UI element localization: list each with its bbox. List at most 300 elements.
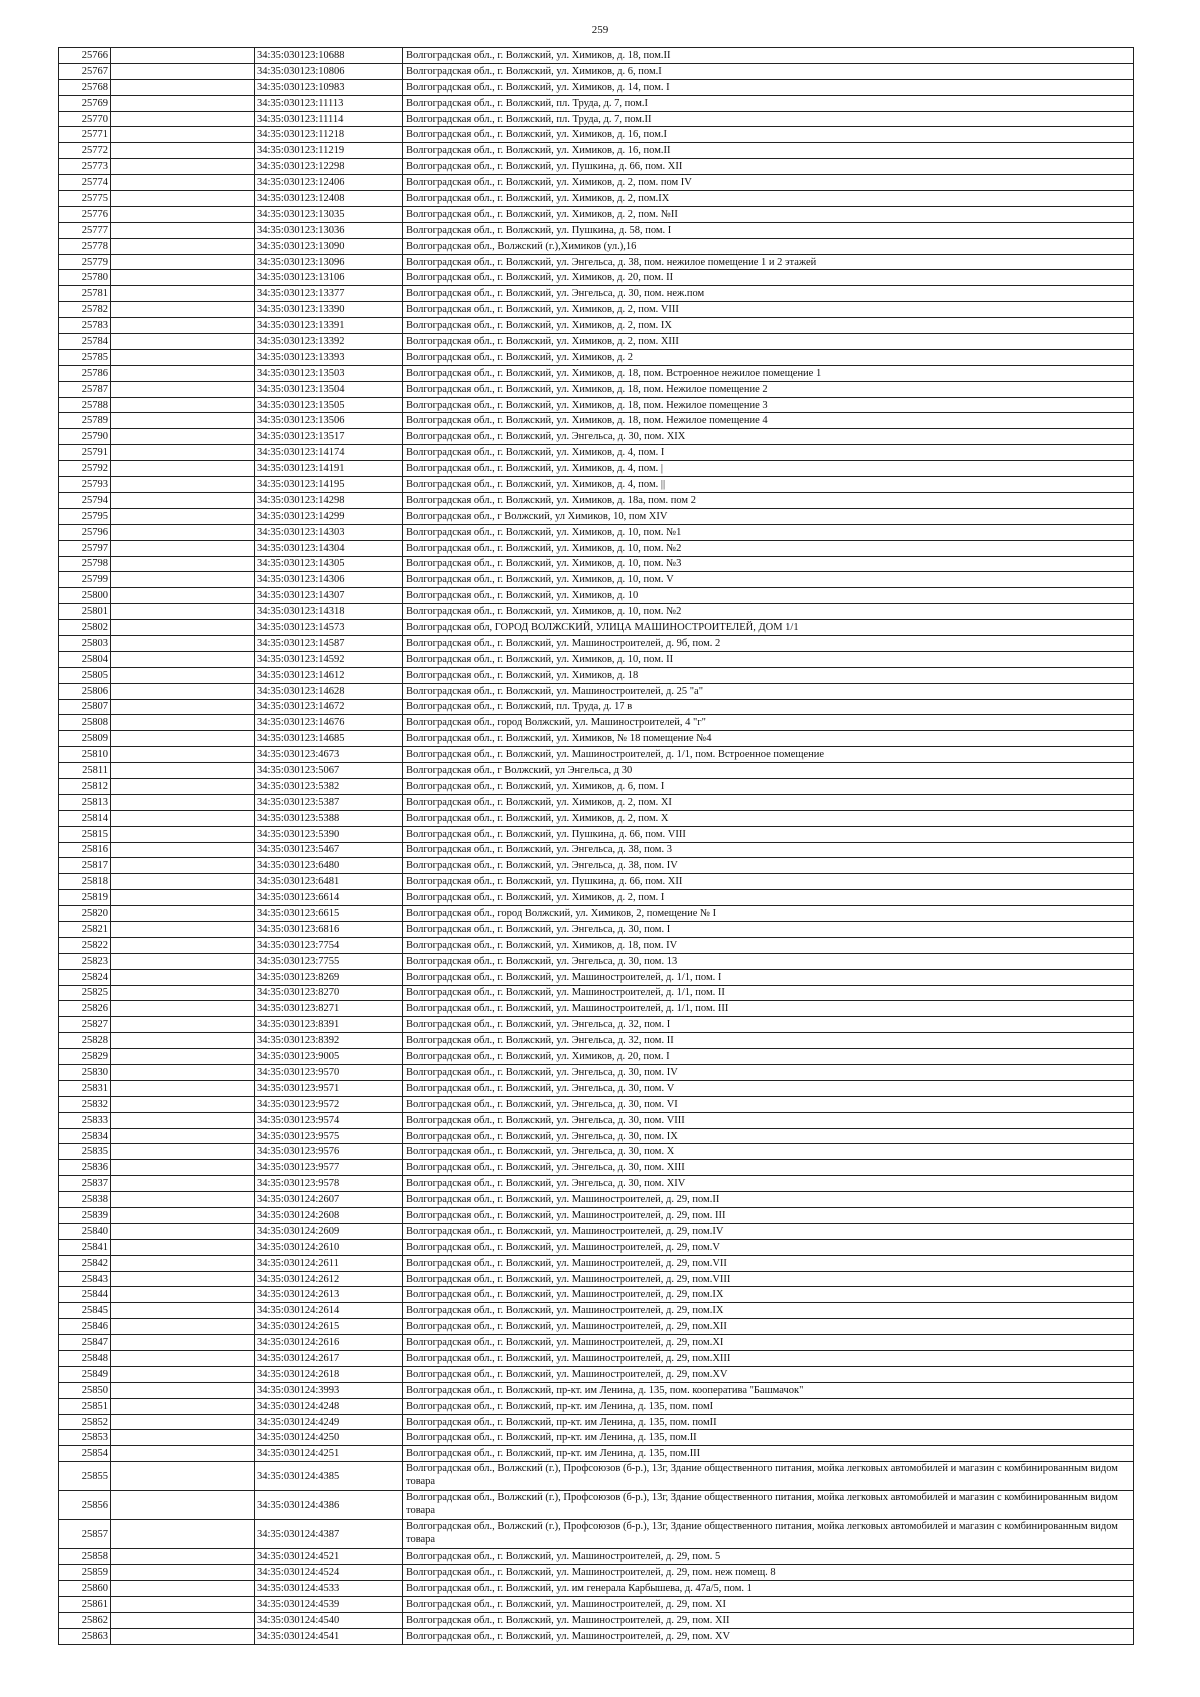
table-row xyxy=(59,620,1134,636)
address: Волгоградская обл., г. Волжский, ул. Машиностроителей, д. 29, пом. XI xyxy=(403,1596,1134,1612)
empty-cell xyxy=(111,445,255,461)
cadastral-number: 34:35:030123:13504 xyxy=(255,381,403,397)
address: Волгоградская обл., г. Волжский, ул. Машиностроителей, д. 29, пом.XI xyxy=(403,1335,1134,1351)
empty-cell xyxy=(111,1520,255,1549)
cadastral-number: 34:35:030124:2610 xyxy=(255,1239,403,1255)
cadastral-number: 34:35:030123:14298 xyxy=(255,492,403,508)
address: Волгоградская обл., г. Волжский, ул. Пушкина, д. 66, пом. XII xyxy=(403,874,1134,890)
empty-cell xyxy=(111,985,255,1001)
table-row xyxy=(59,48,1134,64)
empty-cell xyxy=(111,953,255,969)
address: Волгоградская обл., г. Волжский, пр-кт. им Ленина, д. 135, пом.II xyxy=(403,1430,1134,1446)
row-number: 25853 xyxy=(59,1430,111,1446)
table-row xyxy=(59,63,1134,79)
empty-cell xyxy=(111,651,255,667)
table-row xyxy=(59,635,1134,651)
table-row xyxy=(59,191,1134,207)
address: Волгоградская обл., г. Волжский, ул. Пушкина, д. 66, пом. VIII xyxy=(403,826,1134,842)
table-row xyxy=(59,1430,1134,1446)
row-number: 25808 xyxy=(59,715,111,731)
cadastral-number: 34:35:030124:2618 xyxy=(255,1366,403,1382)
empty-cell xyxy=(111,1239,255,1255)
table-row xyxy=(59,985,1134,1001)
empty-cell xyxy=(111,588,255,604)
table-row xyxy=(59,127,1134,143)
empty-cell xyxy=(111,1017,255,1033)
empty-cell xyxy=(111,826,255,842)
empty-cell xyxy=(111,1382,255,1398)
address: Волгоградская обл., г. Волжский, пр-кт. им Ленина, д. 135, пом. помI xyxy=(403,1398,1134,1414)
address: Волгоградская обл., г. Волжский, ул. Машиностроителей, д. 29, пом.VII xyxy=(403,1255,1134,1271)
address: Волгоградская обл., г. Волжский, ул. Химиков, д. 2, пом. I xyxy=(403,890,1134,906)
row-number: 25792 xyxy=(59,461,111,477)
empty-cell xyxy=(111,874,255,890)
cadastral-number: 34:35:030123:14672 xyxy=(255,699,403,715)
row-number: 25831 xyxy=(59,1080,111,1096)
empty-cell xyxy=(111,1414,255,1430)
cadastral-number: 34:35:030123:14628 xyxy=(255,683,403,699)
row-number: 25854 xyxy=(59,1446,111,1462)
table-row xyxy=(59,731,1134,747)
row-number: 25782 xyxy=(59,302,111,318)
empty-cell xyxy=(111,1335,255,1351)
cadastral-number: 34:35:030123:6480 xyxy=(255,858,403,874)
address: Волгоградская обл., г. Волжский, ул. Химиков, д. 2, пом. X xyxy=(403,810,1134,826)
cadastral-number: 34:35:030123:6614 xyxy=(255,890,403,906)
row-number: 25766 xyxy=(59,48,111,64)
address: Волгоградская обл., г. Волжский, ул. Химиков, д. 2, пом. IX xyxy=(403,318,1134,334)
empty-cell xyxy=(111,969,255,985)
address: Волгоградская обл., г. Волжский, ул. Энгельса, д. 30, пом. IX xyxy=(403,1128,1134,1144)
empty-cell xyxy=(111,1462,255,1491)
row-number: 25822 xyxy=(59,937,111,953)
empty-cell xyxy=(111,429,255,445)
cadastral-number: 34:35:030124:2611 xyxy=(255,1255,403,1271)
table-row xyxy=(59,254,1134,270)
empty-cell xyxy=(111,572,255,588)
row-number: 25787 xyxy=(59,381,111,397)
table-row xyxy=(59,429,1134,445)
empty-cell xyxy=(111,1271,255,1287)
empty-cell xyxy=(111,95,255,111)
empty-cell xyxy=(111,254,255,270)
cadastral-number: 34:35:030123:14303 xyxy=(255,524,403,540)
cadastral-number: 34:35:030124:2607 xyxy=(255,1192,403,1208)
cadastral-number: 34:35:030124:4387 xyxy=(255,1520,403,1549)
table-row xyxy=(59,1255,1134,1271)
row-number: 25780 xyxy=(59,270,111,286)
table-row xyxy=(59,1462,1134,1491)
cadastral-number: 34:35:030124:2612 xyxy=(255,1271,403,1287)
row-number: 25862 xyxy=(59,1612,111,1628)
address: Волгоградская обл., г. Волжский, ул. Химиков, д. 18 xyxy=(403,667,1134,683)
cadastral-number: 34:35:030123:13090 xyxy=(255,238,403,254)
row-number: 25848 xyxy=(59,1351,111,1367)
table-row xyxy=(59,874,1134,890)
row-number: 25810 xyxy=(59,747,111,763)
row-number: 25863 xyxy=(59,1628,111,1644)
empty-cell xyxy=(111,286,255,302)
row-number: 25805 xyxy=(59,667,111,683)
cadastral-number: 34:35:030123:9570 xyxy=(255,1065,403,1081)
table-row xyxy=(59,1414,1134,1430)
table-row xyxy=(59,1303,1134,1319)
row-number: 25860 xyxy=(59,1581,111,1597)
table-row xyxy=(59,1223,1134,1239)
table-row xyxy=(59,921,1134,937)
empty-cell xyxy=(111,1208,255,1224)
row-number: 25833 xyxy=(59,1112,111,1128)
row-number: 25767 xyxy=(59,63,111,79)
table-row xyxy=(59,1033,1134,1049)
empty-cell xyxy=(111,715,255,731)
empty-cell xyxy=(111,1581,255,1597)
table-row xyxy=(59,222,1134,238)
table-row xyxy=(59,79,1134,95)
row-number: 25789 xyxy=(59,413,111,429)
cadastral-number: 34:35:030123:12406 xyxy=(255,175,403,191)
row-number: 25774 xyxy=(59,175,111,191)
empty-cell xyxy=(111,604,255,620)
empty-cell xyxy=(111,540,255,556)
row-number: 25796 xyxy=(59,524,111,540)
table-row xyxy=(59,1271,1134,1287)
address: Волгоградская обл., г. Волжский, ул. Машиностроителей, д. 29, пом.V xyxy=(403,1239,1134,1255)
address: Волгоградская обл., г. Волжский, ул. Химиков, д. 6, пом. I xyxy=(403,778,1134,794)
row-number: 25795 xyxy=(59,508,111,524)
address: Волгоградская обл., г. Волжский, ул. Химиков, д. 4, пом. | xyxy=(403,461,1134,477)
empty-cell xyxy=(111,1160,255,1176)
row-number: 25809 xyxy=(59,731,111,747)
row-number: 25855 xyxy=(59,1462,111,1491)
cadastral-number: 34:35:030123:11114 xyxy=(255,111,403,127)
table-row xyxy=(59,1628,1134,1644)
row-number: 25847 xyxy=(59,1335,111,1351)
cadastral-number: 34:35:030123:14174 xyxy=(255,445,403,461)
row-number: 25849 xyxy=(59,1366,111,1382)
table-row xyxy=(59,1382,1134,1398)
table-row xyxy=(59,365,1134,381)
table-row xyxy=(59,492,1134,508)
cadastral-number: 34:35:030123:13393 xyxy=(255,349,403,365)
table-row xyxy=(59,1398,1134,1414)
table-row xyxy=(59,381,1134,397)
table-row xyxy=(59,175,1134,191)
address: Волгоградская обл., г. Волжский, ул. Машиностроителей, д. 29, пом.IX xyxy=(403,1287,1134,1303)
address: Волгоградская обл., г. Волжский, ул. Химиков, д. 18а, пом. пом 2 xyxy=(403,492,1134,508)
address: Волгоградская обл., г. Волжский, ул. Пушкина, д. 66, пом. XII xyxy=(403,159,1134,175)
row-number: 25825 xyxy=(59,985,111,1001)
row-number: 25842 xyxy=(59,1255,111,1271)
address: Волгоградская обл., г. Волжский, ул. Машиностроителей, д. 29, пом.IX xyxy=(403,1303,1134,1319)
table-row xyxy=(59,524,1134,540)
cadastral-number: 34:35:030123:13506 xyxy=(255,413,403,429)
row-number: 25852 xyxy=(59,1414,111,1430)
table-row xyxy=(59,715,1134,731)
table-row xyxy=(59,556,1134,572)
row-number: 25802 xyxy=(59,620,111,636)
empty-cell xyxy=(111,397,255,413)
address: Волгоградская обл., г. Волжский, ул. Энгельса, д. 30, пом. X xyxy=(403,1144,1134,1160)
address: Волгоградская обл., г. Волжский, ул. Химиков, д. 10, пом. II xyxy=(403,651,1134,667)
row-number: 25781 xyxy=(59,286,111,302)
address: Волгоградская обл., г. Волжский, ул. Машиностроителей, д. 29, пом. неж помещ. 8 xyxy=(403,1565,1134,1581)
cadastral-number: 34:35:030124:2613 xyxy=(255,1287,403,1303)
empty-cell xyxy=(111,492,255,508)
empty-cell xyxy=(111,1398,255,1414)
empty-cell xyxy=(111,1144,255,1160)
cadastral-number: 34:35:030123:13377 xyxy=(255,286,403,302)
row-number: 25807 xyxy=(59,699,111,715)
empty-cell xyxy=(111,1319,255,1335)
cadastral-number: 34:35:030123:14685 xyxy=(255,731,403,747)
address: Волгоградская обл., г. Волжский, ул. Химиков, д. 10, пом. №2 xyxy=(403,604,1134,620)
address: Волгоградская обл., г. Волжский, ул. Энгельса, д. 30, пом. I xyxy=(403,921,1134,937)
address: Волгоградская обл., г. Волжский, пр-кт. им Ленина, д. 135, пом.III xyxy=(403,1446,1134,1462)
table-row xyxy=(59,683,1134,699)
cadastral-number: 34:35:030123:6615 xyxy=(255,906,403,922)
row-number: 25817 xyxy=(59,858,111,874)
table-row xyxy=(59,334,1134,350)
row-number: 25773 xyxy=(59,159,111,175)
table-row xyxy=(59,1128,1134,1144)
table-row xyxy=(59,1176,1134,1192)
address: Волгоградская обл., Волжский (г.), Профсоюзов (б-р.), 13г, Здание общественного питания, мойка легковых автомобилей и магазин с комбинированным видом товара xyxy=(403,1520,1134,1549)
empty-cell xyxy=(111,1612,255,1628)
empty-cell xyxy=(111,1192,255,1208)
address: Волгоградская обл., Волжский (г.), Профсоюзов (б-р.), 13г, Здание общественного питания, мойка легковых автомобилей и магазин с комбинированным видом товара xyxy=(403,1462,1134,1491)
table-row xyxy=(59,1080,1134,1096)
address: Волгоградская обл., г. Волжский, ул. Энгельса, д. 32, пом. I xyxy=(403,1017,1134,1033)
empty-cell xyxy=(111,1128,255,1144)
cadastral-number: 34:35:030123:9578 xyxy=(255,1176,403,1192)
address: Волгоградская обл., г. Волжский, ул. Машиностроителей, д. 29, пом. XII xyxy=(403,1612,1134,1628)
empty-cell xyxy=(111,635,255,651)
table-row xyxy=(59,937,1134,953)
table-row xyxy=(59,1319,1134,1335)
row-number: 25775 xyxy=(59,191,111,207)
cadastral-number: 34:35:030123:13106 xyxy=(255,270,403,286)
empty-cell xyxy=(111,349,255,365)
address: Волгоградская обл., г. Волжский, ул. Машиностроителей, д. 1/1, пом. I xyxy=(403,969,1134,985)
address: Волгоградская обл., г. Волжский, ул. Энгельса, д. 30, пом. V xyxy=(403,1080,1134,1096)
table-row xyxy=(59,1596,1134,1612)
cadastral-number: 34:35:030124:4385 xyxy=(255,1462,403,1491)
cadastral-number: 34:35:030123:14191 xyxy=(255,461,403,477)
cadastral-number: 34:35:030123:5390 xyxy=(255,826,403,842)
table-row xyxy=(59,413,1134,429)
cadastral-number: 34:35:030123:14592 xyxy=(255,651,403,667)
cadastral-number: 34:35:030124:2617 xyxy=(255,1351,403,1367)
empty-cell xyxy=(111,667,255,683)
table-row xyxy=(59,95,1134,111)
empty-cell xyxy=(111,1287,255,1303)
empty-cell xyxy=(111,222,255,238)
table-row xyxy=(59,206,1134,222)
cadastral-number: 34:35:030123:14304 xyxy=(255,540,403,556)
cadastral-number: 34:35:030123:9572 xyxy=(255,1096,403,1112)
cadastral-number: 34:35:030123:8391 xyxy=(255,1017,403,1033)
row-number: 25824 xyxy=(59,969,111,985)
empty-cell xyxy=(111,1430,255,1446)
address: Волгоградская обл., г. Волжский, ул. Энгельса, д. 30, пом. XIII xyxy=(403,1160,1134,1176)
address: Волгоградская обл., г. Волжский, ул. Машиностроителей, д. 29, пом.XV xyxy=(403,1366,1134,1382)
row-number: 25840 xyxy=(59,1223,111,1239)
address: Волгоградская обл., г. Волжский, ул. Машиностроителей, д. 25 "а" xyxy=(403,683,1134,699)
table-row xyxy=(59,588,1134,604)
cadastral-number: 34:35:030124:4524 xyxy=(255,1565,403,1581)
table-row xyxy=(59,270,1134,286)
address: Волгоградская обл., г. Волжский, ул. Химиков, д. 14, пом. I xyxy=(403,79,1134,95)
address: Волгоградская обл., г. Волжский, ул. Энгельса, д. 38, пом. IV xyxy=(403,858,1134,874)
empty-cell xyxy=(111,413,255,429)
address: Волгоградская обл., г. Волжский, ул. Пушкина, д. 58, пом. I xyxy=(403,222,1134,238)
row-number: 25793 xyxy=(59,477,111,493)
empty-cell xyxy=(111,127,255,143)
cadastral-number: 34:35:030123:6816 xyxy=(255,921,403,937)
table-row xyxy=(59,1144,1134,1160)
registry-table xyxy=(58,47,1134,1645)
row-number: 25858 xyxy=(59,1549,111,1565)
empty-cell xyxy=(111,79,255,95)
table-row xyxy=(59,699,1134,715)
table-row xyxy=(59,906,1134,922)
empty-cell xyxy=(111,763,255,779)
cadastral-number: 34:35:030124:2609 xyxy=(255,1223,403,1239)
table-row xyxy=(59,1017,1134,1033)
cadastral-number: 34:35:030124:2616 xyxy=(255,1335,403,1351)
table-row xyxy=(59,778,1134,794)
cadastral-number: 34:35:030124:4250 xyxy=(255,1430,403,1446)
empty-cell xyxy=(111,175,255,191)
row-number: 25843 xyxy=(59,1271,111,1287)
empty-cell xyxy=(111,556,255,572)
cadastral-number: 34:35:030123:8271 xyxy=(255,1001,403,1017)
row-number: 25778 xyxy=(59,238,111,254)
table-row xyxy=(59,810,1134,826)
empty-cell xyxy=(111,778,255,794)
row-number: 25836 xyxy=(59,1160,111,1176)
cadastral-number: 34:35:030123:13036 xyxy=(255,222,403,238)
address: Волгоградская обл., г. Волжский, пл. Труда, д. 17 в xyxy=(403,699,1134,715)
row-number: 25826 xyxy=(59,1001,111,1017)
row-number: 25861 xyxy=(59,1596,111,1612)
address: Волгоградская обл., г. Волжский, ул. Химиков, д. 10, пом. №2 xyxy=(403,540,1134,556)
address: Волгоградская обл., Волжский (г.),Химиков (ул.),16 xyxy=(403,238,1134,254)
cadastral-number: 34:35:030123:13035 xyxy=(255,206,403,222)
row-number: 25832 xyxy=(59,1096,111,1112)
empty-cell xyxy=(111,461,255,477)
table-row xyxy=(59,1239,1134,1255)
table-row xyxy=(59,1160,1134,1176)
cadastral-number: 34:35:030123:14612 xyxy=(255,667,403,683)
row-number: 25770 xyxy=(59,111,111,127)
empty-cell xyxy=(111,842,255,858)
empty-cell xyxy=(111,1303,255,1319)
cadastral-number: 34:35:030123:14305 xyxy=(255,556,403,572)
address: Волгоградская обл., г. Волжский, ул. Машиностроителей, д. 1/1, пом. II xyxy=(403,985,1134,1001)
table-row xyxy=(59,1112,1134,1128)
table-row xyxy=(59,604,1134,620)
empty-cell xyxy=(111,1065,255,1081)
empty-cell xyxy=(111,318,255,334)
empty-cell xyxy=(111,1176,255,1192)
cadastral-number: 34:35:030123:9577 xyxy=(255,1160,403,1176)
row-number: 25804 xyxy=(59,651,111,667)
table-row xyxy=(59,1549,1134,1565)
table-row xyxy=(59,667,1134,683)
table-row xyxy=(59,1096,1134,1112)
row-number: 25786 xyxy=(59,365,111,381)
cadastral-number: 34:35:030123:10806 xyxy=(255,63,403,79)
cadastral-number: 34:35:030123:4673 xyxy=(255,747,403,763)
empty-cell xyxy=(111,1565,255,1581)
empty-cell xyxy=(111,810,255,826)
empty-cell xyxy=(111,238,255,254)
cadastral-number: 34:35:030124:4248 xyxy=(255,1398,403,1414)
address: Волгоградская обл., г. Волжский, ул. Химиков, д. 2 xyxy=(403,349,1134,365)
empty-cell xyxy=(111,683,255,699)
empty-cell xyxy=(111,1366,255,1382)
row-number: 25829 xyxy=(59,1049,111,1065)
cadastral-number: 34:35:030123:13505 xyxy=(255,397,403,413)
cadastral-number: 34:35:030123:9005 xyxy=(255,1049,403,1065)
table-row xyxy=(59,397,1134,413)
table-row xyxy=(59,508,1134,524)
address: Волгоградская обл., г. Волжский, ул. Машиностроителей, д. 1/1, пом. III xyxy=(403,1001,1134,1017)
table-row xyxy=(59,159,1134,175)
address: Волгоградская обл., г. Волжский, ул. Энгельса, д. 30, пом. XIV xyxy=(403,1176,1134,1192)
address: Волгоградская обл., г. Волжский, ул. Машиностроителей, д. 29, пом. 5 xyxy=(403,1549,1134,1565)
empty-cell xyxy=(111,1001,255,1017)
address: Волгоградская обл., г. Волжский, ул. Химиков, д. 4, пом. I xyxy=(403,445,1134,461)
address: Волгоградская обл., г. Волжский, ул. Химиков, д. 20, пом. II xyxy=(403,270,1134,286)
cadastral-number: 34:35:030123:10688 xyxy=(255,48,403,64)
table-row xyxy=(59,651,1134,667)
row-number: 25839 xyxy=(59,1208,111,1224)
empty-cell xyxy=(111,921,255,937)
row-number: 25803 xyxy=(59,635,111,651)
address: Волгоградская обл., г. Волжский, ул. Химиков, д. 18, пом. Встроенное нежилое помещение 1 xyxy=(403,365,1134,381)
address: Волгоградская обл, ГОРОД ВОЛЖСКИЙ, УЛИЦА МАШИНОСТРОИТЕЛЕЙ, ДОМ 1/1 xyxy=(403,620,1134,636)
cadastral-number: 34:35:030124:4540 xyxy=(255,1612,403,1628)
address: Волгоградская обл., г. Волжский, ул. Машиностроителей, д. 29, пом. III xyxy=(403,1208,1134,1224)
empty-cell xyxy=(111,524,255,540)
row-number: 25769 xyxy=(59,95,111,111)
address: Волгоградская обл., г. Волжский, ул. им генерала Карбышева, д. 47а/5, пом. 1 xyxy=(403,1581,1134,1597)
row-number: 25801 xyxy=(59,604,111,620)
row-number: 25800 xyxy=(59,588,111,604)
registry-table-body xyxy=(59,48,1134,1645)
address: Волгоградская обл., г. Волжский, ул. Химиков, д. 10, пом. №1 xyxy=(403,524,1134,540)
empty-cell xyxy=(111,794,255,810)
empty-cell xyxy=(111,731,255,747)
table-row xyxy=(59,1565,1134,1581)
empty-cell xyxy=(111,1255,255,1271)
cadastral-number: 34:35:030123:6481 xyxy=(255,874,403,890)
address: Волгоградская обл., г. Волжский, ул. Машиностроителей, д. 29, пом.XII xyxy=(403,1319,1134,1335)
row-number: 25827 xyxy=(59,1017,111,1033)
table-row xyxy=(59,826,1134,842)
table-row xyxy=(59,318,1134,334)
empty-cell xyxy=(111,477,255,493)
cadastral-number: 34:35:030123:11219 xyxy=(255,143,403,159)
row-number: 25837 xyxy=(59,1176,111,1192)
cadastral-number: 34:35:030123:14587 xyxy=(255,635,403,651)
table-row xyxy=(59,572,1134,588)
empty-cell xyxy=(111,906,255,922)
empty-cell xyxy=(111,111,255,127)
